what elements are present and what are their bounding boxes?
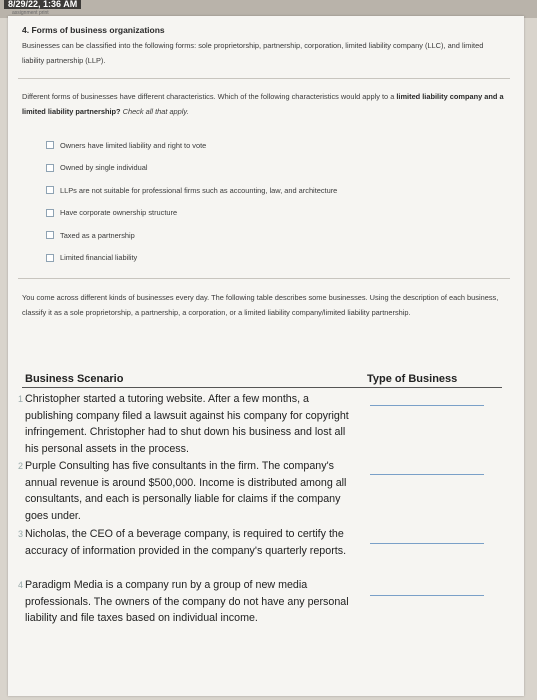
options-list (46, 134, 337, 269)
checkbox[interactable] (46, 164, 54, 172)
scenario-text: Christopher started a tutoring website. After a few months, a publishing company filed a lawsuit against his company for copyright infringement. Christopher had to shut down his business and lost all his personal assets in the process. (25, 393, 349, 455)
header-rule (22, 387, 502, 388)
option-label: Taxed as a partnership (60, 230, 135, 240)
prompt-italic: Check all that apply. (120, 107, 189, 116)
question-title: 4. Forms of business organizations (22, 25, 165, 35)
option-item[interactable] (46, 224, 337, 247)
row-number: 1 (18, 394, 24, 404)
table-intro-text: You come across different kinds of businesses every day. The following table describes some businesses. Using the description of each business, classify it as a sole proprietorship, a partnership, a corporation, or a limited liability company/limited liability partnership. (22, 293, 499, 317)
divider (18, 78, 510, 79)
checkbox[interactable] (46, 231, 54, 239)
option-label: Limited financial liability (60, 253, 138, 263)
option-label: Have corporate ownership structure (60, 208, 178, 218)
prompt-bold: limited liability company and a limited liability partnership? (22, 92, 504, 116)
answer-blank[interactable] (370, 543, 484, 544)
answer-blank[interactable] (370, 405, 484, 406)
scenario-row (18, 577, 360, 627)
prompt-start: Different forms of businesses have different characteristics. Which of the following characteristics would apply to a (22, 92, 397, 101)
column-header-type: Type of Business (367, 373, 458, 385)
option-item[interactable] (46, 179, 337, 202)
checkbox[interactable] (46, 141, 54, 149)
timestamp-stamp: 8/29/22, 1:36 AM (4, 0, 81, 9)
scenario-row (18, 526, 360, 559)
option-item[interactable] (46, 247, 337, 270)
checkbox[interactable] (46, 209, 54, 217)
answer-blank[interactable] (370, 474, 484, 475)
option-label: Owners have limited liability and right to vote (60, 140, 207, 150)
option-label: Owned by single individual (60, 163, 148, 173)
option-label: LLPs are not suitable for professional firms such as accounting, law, and architecture (60, 185, 338, 195)
scenario-text: Paradigm Media is a company run by a group of new media professionals. The owners of the company do not have any personal liability and file taxes based on individual income. (25, 579, 349, 624)
option-item[interactable] (46, 157, 337, 180)
scenario-row (18, 391, 360, 457)
answer-blank[interactable] (370, 595, 484, 596)
row-number: 4 (18, 580, 24, 590)
option-item[interactable] (46, 202, 337, 225)
row-number: 3 (18, 529, 24, 539)
checkbox[interactable] (46, 254, 54, 262)
column-header-scenario: Business Scenario (25, 373, 124, 385)
option-item[interactable] (46, 134, 337, 157)
assignment-page (8, 16, 524, 696)
scenario-text: Nicholas, the CEO of a beverage company, is required to certify the accuracy of information provided in the company's quarterly reports. (25, 528, 347, 557)
question-prompt (22, 89, 507, 119)
divider (18, 278, 510, 279)
checkbox[interactable] (46, 186, 54, 194)
header-caption: assignment print (12, 10, 49, 16)
scenario-text: Purple Consulting has five consultants in the firm. The company's annual revenue is around $500,000. Income is distributed among all consultants, and each is personally liable for claims if the company goes under. (25, 460, 347, 522)
scenario-row (18, 458, 360, 524)
intro-text: Businesses can be classified into the following forms: sole proprietorship, partnership, corporation, limited liability company (LLC), and limited liability partnership (LLP). (22, 41, 484, 65)
row-number: 2 (18, 461, 24, 471)
